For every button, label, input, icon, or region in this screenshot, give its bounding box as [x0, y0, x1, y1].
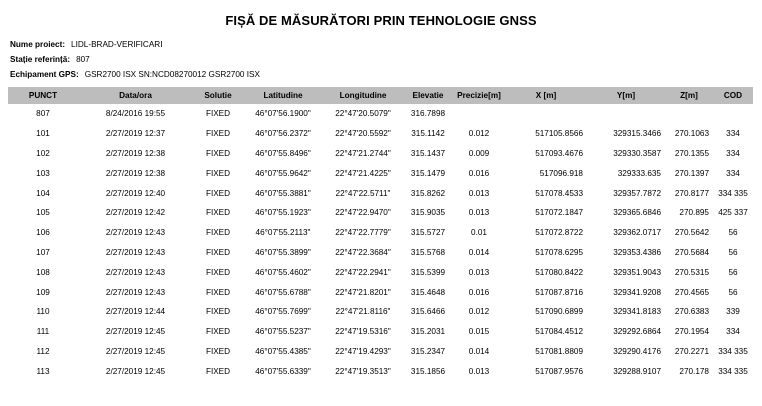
table-row — [8, 183, 753, 203]
cell-y: 329362.0717 — [613, 228, 661, 238]
column-header-punct: PUNCT — [8, 87, 78, 104]
cell-y: 329333.635 — [617, 168, 661, 178]
column-header-longitudine: Longitudine — [323, 87, 403, 104]
cell-z: 270.1954 — [674, 327, 709, 337]
table-header-row — [8, 87, 753, 104]
cell-x: 517078.4533 — [535, 188, 583, 198]
table-row — [8, 282, 753, 302]
cell-x: 517087.8716 — [535, 287, 583, 297]
cell-precizie: 0.014 — [468, 346, 490, 356]
column-header-latitudine: Latitudine — [243, 87, 323, 104]
cell-cod: 334 — [726, 327, 740, 337]
cell-cod: 56 — [728, 247, 738, 257]
cell-longitudine: 22°47'22.2941" — [335, 267, 391, 277]
cell-cod: 334 335 — [718, 188, 748, 198]
cell-cod: 56 — [728, 228, 738, 238]
cell-punct: 113 — [36, 366, 50, 376]
cell-precizie: 0.015 — [468, 327, 490, 337]
cell-latitudine: 46°07'56.1900" — [255, 109, 311, 119]
cell-solutie: FIXED — [205, 109, 231, 119]
cell-solutie: FIXED — [205, 247, 231, 257]
cell-latitudine: 46°07'55.2113" — [255, 228, 311, 238]
cell-elevatie: 316.7898 — [410, 109, 446, 119]
cell-elevatie: 315.6466 — [410, 307, 446, 317]
cell-punct: 109 — [36, 287, 50, 297]
cell-punct: 104 — [36, 188, 50, 198]
cell-longitudine: 22°47'22.9470" — [335, 208, 391, 218]
cell-data-ora: 2/27/2019 12:37 — [105, 129, 166, 139]
cell-latitudine: 46°07'56.2372" — [255, 129, 311, 139]
table-row — [8, 322, 753, 342]
cell-x — [505, 104, 587, 124]
cell-data-ora: 2/27/2019 12:43 — [105, 287, 166, 297]
cell-x: 517080.8422 — [535, 267, 583, 277]
cell-y: 329315.3466 — [613, 129, 661, 139]
cell-latitudine: 46°07'55.4385" — [255, 346, 311, 356]
cell-elevatie: 315.1479 — [410, 168, 446, 178]
cell-y: 329341.8183 — [613, 307, 661, 317]
cell-punct: 106 — [36, 228, 50, 238]
cell-z: 270.1063 — [674, 129, 709, 139]
cell-solutie: FIXED — [205, 307, 231, 317]
cell-y: 329351.9043 — [613, 267, 661, 277]
column-header-data-ora: Data/ora — [78, 87, 193, 104]
column-header-x: X [m] — [505, 87, 587, 104]
cell-longitudine: 22°47'19.4293" — [335, 346, 391, 356]
cell-precizie: 0.014 — [468, 247, 490, 257]
cell-punct: 110 — [36, 307, 50, 317]
table-row — [8, 302, 753, 322]
cell-precizie — [453, 104, 505, 124]
table-row — [8, 342, 753, 362]
cell-longitudine: 22°47'22.5711" — [335, 188, 391, 198]
cell-z: 270.4565 — [674, 287, 709, 297]
cell-punct: 103 — [36, 168, 50, 178]
cell-z: 270.1397 — [674, 168, 709, 178]
cell-x: 517072.1847 — [535, 208, 583, 218]
column-header-precizie: Precizie[m] — [453, 87, 505, 104]
cell-cod: 334 — [726, 129, 740, 139]
cell-solutie: FIXED — [205, 188, 231, 198]
cell-x: 517105.8566 — [535, 129, 583, 139]
cell-y: 329288.9107 — [613, 366, 661, 376]
cell-cod: 339 — [726, 307, 740, 317]
station-label: Stație referință: — [10, 55, 71, 64]
measurements-table — [8, 87, 753, 381]
cell-y: 329290.4176 — [613, 346, 661, 356]
cell-z: 270.8177 — [674, 188, 709, 198]
cell-elevatie: 315.5768 — [410, 247, 446, 257]
cell-latitudine: 46°07'55.1923" — [255, 208, 311, 218]
cell-latitudine: 46°07'55.9642" — [255, 168, 311, 178]
cell-x: 517096.918 — [539, 168, 583, 178]
cell-longitudine: 22°47'21.4225" — [335, 168, 391, 178]
cell-data-ora: 2/27/2019 12:45 — [105, 327, 166, 337]
table-row — [8, 144, 753, 164]
cell-punct: 105 — [36, 208, 50, 218]
cell-cod: 56 — [728, 287, 738, 297]
cell-data-ora: 2/27/2019 12:45 — [105, 366, 166, 376]
cell-y: 329330.3587 — [613, 148, 661, 158]
cell-solutie: FIXED — [205, 346, 231, 356]
cell-x: 517087.9576 — [535, 366, 583, 376]
cell-data-ora: 2/27/2019 12:43 — [105, 228, 166, 238]
cell-longitudine: 22°47'20.5079" — [335, 109, 391, 119]
table-row — [8, 203, 753, 223]
cell-punct: 112 — [36, 346, 50, 356]
cell-precizie: 0.012 — [468, 129, 490, 139]
cell-precizie: 0.01 — [471, 228, 487, 238]
cell-longitudine: 22°47'22.3684" — [335, 247, 391, 257]
column-header-cod: COD — [713, 87, 753, 104]
cell-x: 517081.8809 — [535, 346, 583, 356]
cell-elevatie: 315.9035 — [410, 208, 446, 218]
cell-y: 329357.7872 — [613, 188, 661, 198]
cell-precizie: 0.012 — [468, 307, 490, 317]
column-header-elevatie: Elevatie — [403, 87, 453, 104]
cell-cod: 334 335 — [718, 366, 748, 376]
cell-data-ora: 2/27/2019 12:40 — [105, 188, 166, 198]
cell-data-ora: 8/24/2016 19:55 — [105, 109, 166, 119]
cell-data-ora: 2/27/2019 12:44 — [105, 307, 166, 317]
cell-latitudine: 46°07'55.7699" — [255, 307, 311, 317]
table-row — [8, 361, 753, 381]
cell-cod: 334 — [726, 148, 740, 158]
cell-x: 517084.4512 — [535, 327, 583, 337]
table-row — [8, 124, 753, 144]
cell-y: 329353.4386 — [613, 247, 661, 257]
project-row — [10, 40, 163, 50]
cell-latitudine: 46°07'55.3881" — [255, 188, 311, 198]
cell-precizie: 0.013 — [468, 366, 490, 376]
station-row — [10, 55, 90, 65]
cell-longitudine: 22°47'19.5316" — [335, 327, 391, 337]
page-title: FIȘĂ DE MĂSURĂTORI PRIN TEHNOLOGIE GNSS — [225, 13, 537, 28]
cell-elevatie: 315.5727 — [410, 228, 446, 238]
cell-y: 329341.9208 — [613, 287, 661, 297]
cell-x: 517078.6295 — [535, 247, 583, 257]
cell-z — [665, 104, 713, 124]
cell-data-ora: 2/27/2019 12:38 — [105, 148, 166, 158]
cell-data-ora: 2/27/2019 12:43 — [105, 267, 166, 277]
equipment-value: GSR2700 ISX SN:NCD08270012 GSR2700 ISX — [84, 70, 260, 79]
cell-punct: 111 — [36, 327, 50, 337]
cell-punct: 807 — [36, 109, 50, 119]
cell-precizie: 0.013 — [468, 208, 490, 218]
cell-latitudine: 46°07'55.8496" — [255, 148, 311, 158]
cell-z: 270.5684 — [674, 247, 709, 257]
cell-solutie: FIXED — [205, 366, 231, 376]
cell-punct: 107 — [36, 247, 50, 257]
cell-solutie: FIXED — [205, 148, 231, 158]
cell-precizie: 0.013 — [468, 188, 490, 198]
cell-cod — [713, 104, 753, 124]
table-row — [8, 163, 753, 183]
cell-precizie: 0.013 — [468, 267, 490, 277]
cell-z: 270.6383 — [674, 307, 709, 317]
cell-longitudine: 22°47'22.7779" — [335, 228, 391, 238]
cell-solutie: FIXED — [205, 228, 231, 238]
cell-z: 270.5315 — [674, 267, 709, 277]
station-value: 807 — [76, 55, 90, 64]
cell-longitudine: 22°47'21.2744" — [335, 148, 391, 158]
cell-cod: 425 337 — [718, 208, 748, 218]
cell-solutie: FIXED — [205, 327, 231, 337]
cell-y — [587, 104, 665, 124]
cell-latitudine: 46°07'55.5237" — [255, 327, 311, 337]
cell-data-ora: 2/27/2019 12:43 — [105, 247, 166, 257]
cell-z: 270.5642 — [674, 228, 709, 238]
cell-longitudine: 22°47'19.3513" — [335, 366, 391, 376]
cell-latitudine: 46°07'55.6339" — [255, 366, 311, 376]
cell-elevatie: 315.1437 — [410, 148, 446, 158]
cell-z: 270.2271 — [674, 346, 709, 356]
column-header-z: Z[m] — [665, 87, 713, 104]
cell-solutie: FIXED — [205, 267, 231, 277]
cell-z: 270.178 — [679, 366, 709, 376]
project-label: Nume proiect: — [10, 40, 66, 49]
cell-cod: 334 335 — [718, 346, 748, 356]
cell-x: 517072.8722 — [535, 228, 583, 238]
cell-solutie: FIXED — [205, 287, 231, 297]
cell-y: 329365.6846 — [613, 208, 661, 218]
equipment-label: Echipament GPS: — [10, 70, 79, 79]
cell-solutie: FIXED — [205, 208, 231, 218]
project-value: LIDL-BRAD-VERIFICARI — [71, 40, 163, 49]
cell-punct: 102 — [36, 148, 50, 158]
cell-latitudine: 46°07'55.4602" — [255, 267, 311, 277]
cell-punct: 108 — [36, 267, 50, 277]
cell-latitudine: 46°07'55.3899" — [255, 247, 311, 257]
cell-y: 329292.6864 — [613, 327, 661, 337]
cell-elevatie: 315.4648 — [410, 287, 446, 297]
cell-data-ora: 2/27/2019 12:42 — [105, 208, 166, 218]
cell-cod: 334 — [726, 168, 740, 178]
cell-x: 517093.4676 — [535, 148, 583, 158]
cell-precizie: 0.016 — [468, 168, 490, 178]
cell-precizie: 0.016 — [468, 287, 490, 297]
cell-elevatie: 315.5399 — [410, 267, 446, 277]
cell-latitudine: 46°07'55.6788" — [255, 287, 311, 297]
cell-data-ora: 2/27/2019 12:38 — [105, 168, 166, 178]
cell-solutie: FIXED — [205, 168, 231, 178]
column-header-y: Y[m] — [587, 87, 665, 104]
table-row — [8, 223, 753, 243]
cell-elevatie: 315.1856 — [410, 366, 446, 376]
cell-x: 517090.6899 — [535, 307, 583, 317]
table-row — [8, 243, 753, 263]
cell-longitudine: 22°47'21.8116" — [335, 307, 391, 317]
cell-cod: 56 — [728, 267, 738, 277]
cell-z: 270.1355 — [674, 148, 709, 158]
cell-precizie: 0.009 — [468, 148, 490, 158]
cell-data-ora: 2/27/2019 12:45 — [105, 346, 166, 356]
cell-longitudine: 22°47'21.8201" — [335, 287, 391, 297]
cell-elevatie: 315.8262 — [410, 188, 446, 198]
cell-punct: 101 — [36, 129, 50, 139]
cell-z: 270.895 — [679, 208, 709, 218]
cell-elevatie: 315.2347 — [410, 346, 446, 356]
cell-elevatie: 315.2031 — [410, 327, 446, 337]
table-row — [8, 104, 753, 124]
table-row — [8, 262, 753, 282]
equipment-row — [10, 70, 260, 80]
column-header-solutie: Solutie — [193, 87, 243, 104]
cell-solutie: FIXED — [205, 129, 231, 139]
cell-elevatie: 315.1142 — [411, 129, 445, 139]
cell-longitudine: 22°47'20.5592" — [335, 129, 391, 139]
